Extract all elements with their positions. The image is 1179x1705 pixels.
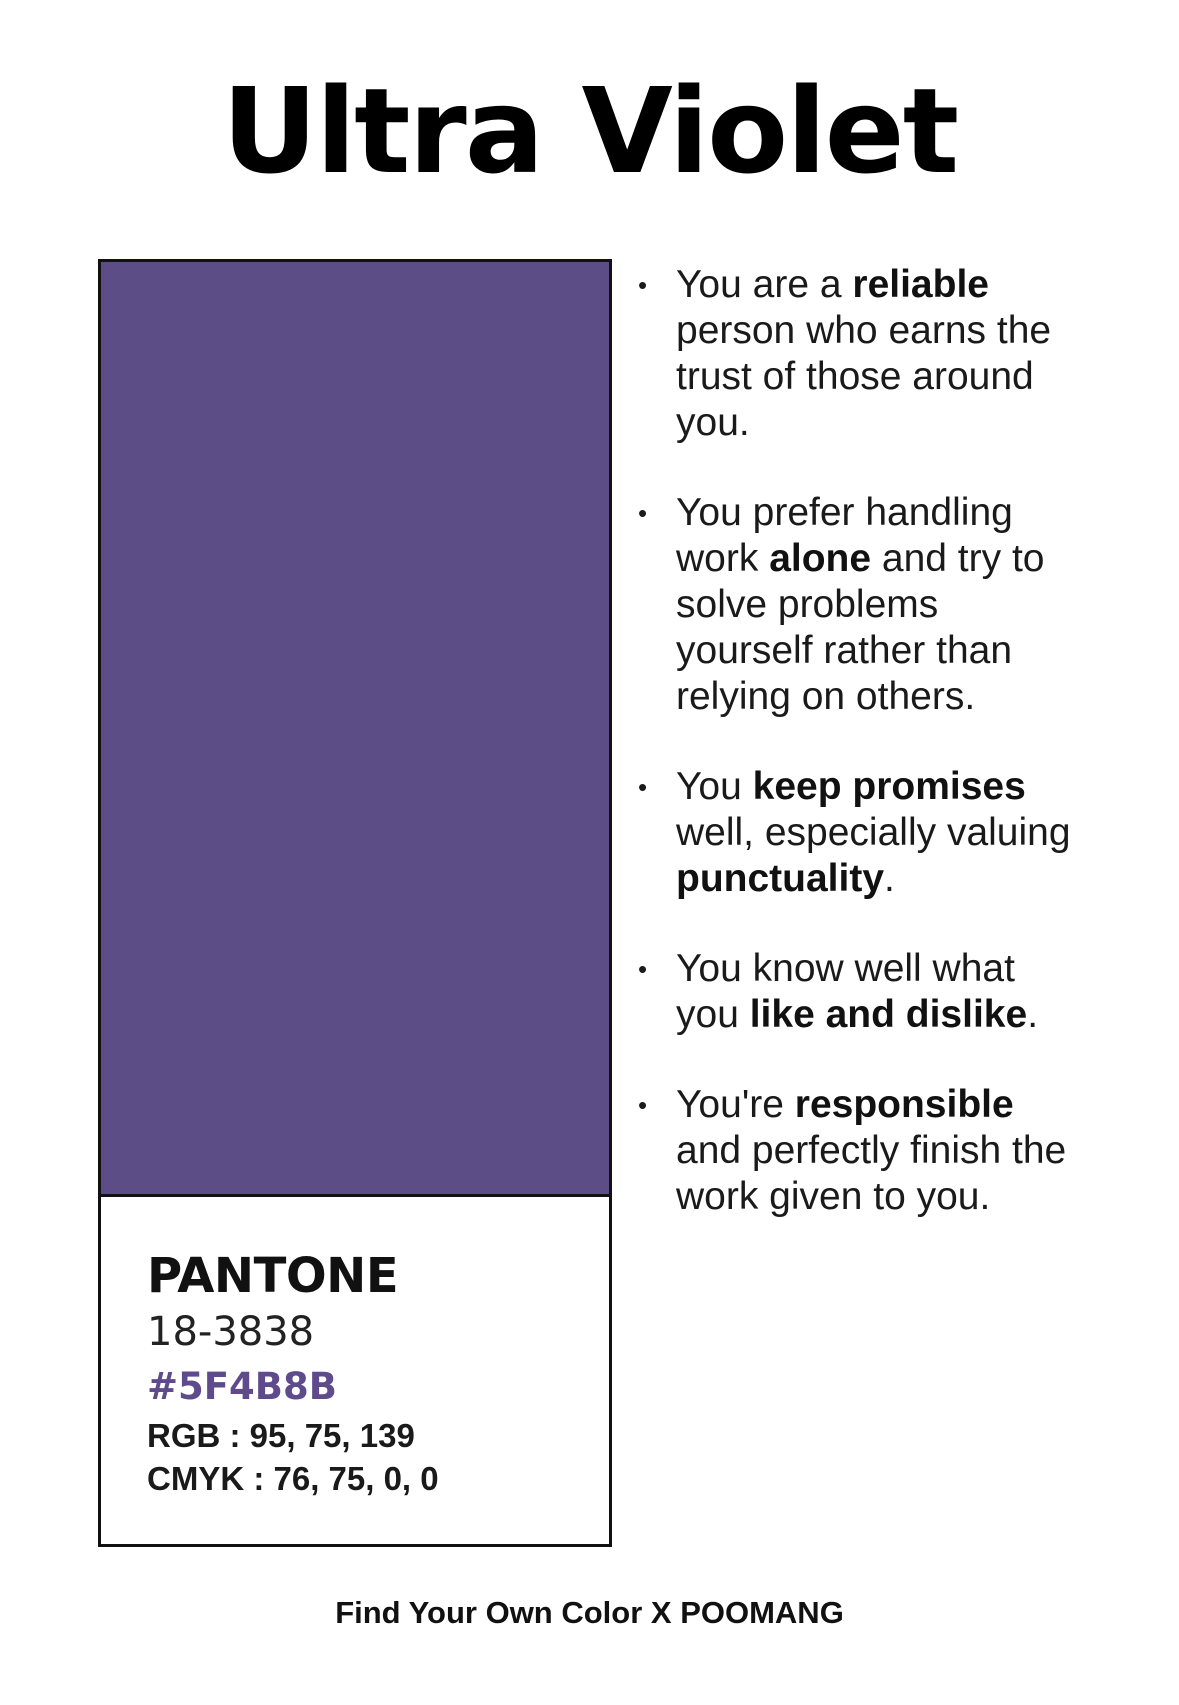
trait-emphasis: like and dislike	[749, 993, 1028, 1036]
trait-text: and perfectly finish the work given to you.	[676, 1129, 1067, 1218]
trait-emphasis: reliable	[852, 263, 989, 306]
trait-text: You know well what you	[676, 947, 1015, 1036]
trait-item	[636, 1082, 1076, 1220]
footer-credit: Find Your Own Color X POOMANG	[335, 1595, 844, 1630]
trait-emphasis: responsible	[794, 1083, 1014, 1126]
bullet-icon: •	[638, 1090, 648, 1120]
cmyk-values: CMYK : 76, 75, 0, 0	[147, 1459, 439, 1497]
color-swatch-card	[98, 259, 612, 1547]
bullet-icon: •	[638, 498, 648, 528]
hex-code: #5F4B8B	[147, 1365, 337, 1408]
color-info	[147, 1248, 589, 1501]
bullet-icon: •	[638, 954, 648, 984]
trait-text: .	[1027, 993, 1039, 1036]
color-swatch	[101, 262, 609, 1197]
trait-item	[636, 262, 1076, 446]
trait-emphasis: alone	[769, 537, 872, 580]
trait-text: You are a	[676, 263, 853, 306]
trait-text: .	[884, 857, 895, 900]
pantone-label: PANTONE	[147, 1248, 399, 1304]
trait-text: well, especially valuing	[676, 811, 1071, 854]
trait-emphasis: punctuality	[676, 857, 885, 900]
trait-text: You're	[676, 1083, 795, 1126]
trait-text: person who earns the trust of those around you.	[676, 309, 1052, 444]
trait-item	[636, 490, 1076, 720]
bullet-icon: •	[638, 270, 648, 300]
trait-text: You	[676, 765, 753, 808]
page-title: Ultra Violet	[221, 62, 958, 200]
bullet-icon: •	[638, 772, 648, 802]
trait-item	[636, 764, 1076, 902]
trait-text: You prefer handling work	[676, 491, 1013, 580]
trait-emphasis: keep promises	[752, 765, 1026, 808]
trait-text: and try to solve problems yourself rather than relying on others.	[676, 537, 1045, 718]
rgb-values: RGB : 95, 75, 139	[147, 1417, 415, 1454]
trait-item	[636, 946, 1076, 1038]
trait-list	[636, 262, 1076, 1264]
pantone-code: 18-3838	[147, 1309, 315, 1355]
